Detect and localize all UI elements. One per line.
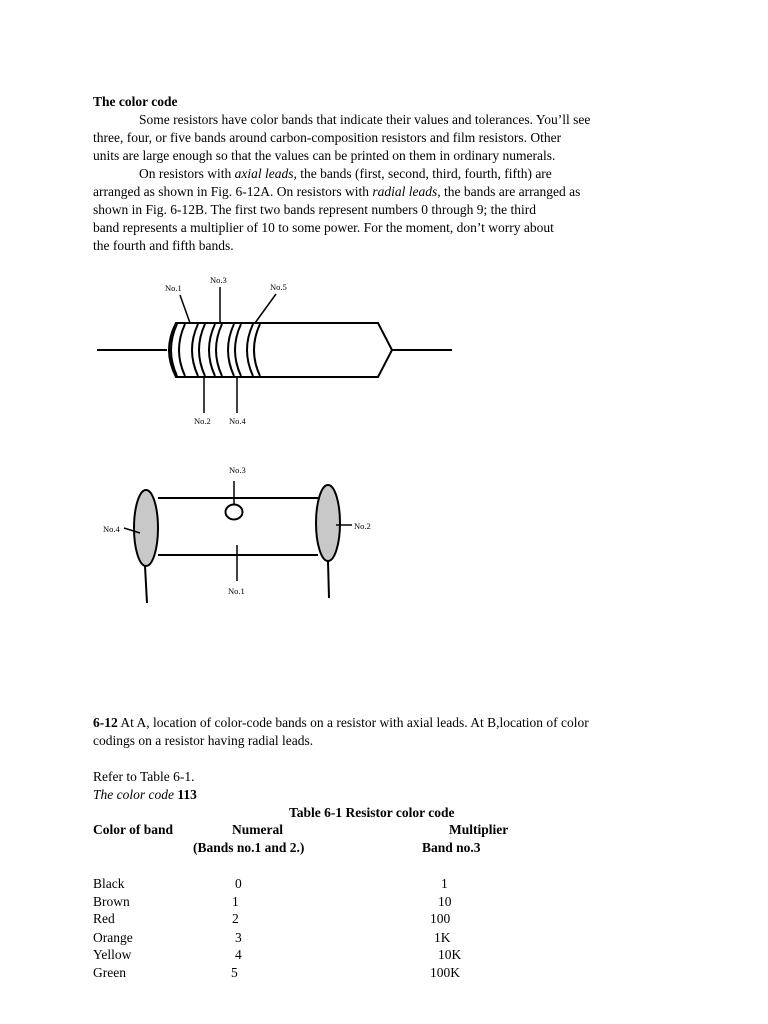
table-cell-numeral: 0 [235,876,242,891]
paragraph-line: shown in Fig. 6-12B. The first two bands represent numbers 0 through 9; the third [93,202,536,217]
table-subheader-multiplier: Band no.3 [422,840,481,855]
band-4 [228,324,241,376]
figure-caption [93,714,589,732]
band-5 [247,324,260,376]
text-run: arranged as shown in Fig. 6-12A. On resistors with [93,184,373,199]
text-run: the bands are arranged as [440,184,581,199]
table-cell-multiplier: 100 [430,911,451,926]
leader-line [255,294,276,323]
text-run: the bands (first, second, third, fourth, fifth) are [296,166,552,181]
paragraph-line: three, four, or five bands around carbon-composition resistors and film resistors. Other [93,130,562,145]
table-cell-multiplier: 100K [430,965,460,980]
label-no1: No.1 [165,283,182,293]
radial-lead-left [145,566,147,603]
table-cell-numeral: 3 [235,930,242,945]
section-heading: The color code [93,94,178,109]
label-no4: No.4 [103,524,120,534]
figure-caption-cont: codings on a resistor having radial leads. [93,733,314,748]
label-no3: No.3 [210,275,227,285]
band-1 [171,324,185,376]
table-cell-numeral: 2 [232,911,239,926]
table-cell-color: Brown [93,894,130,909]
band-2 [192,324,205,376]
table-cell-multiplier: 1 [441,876,448,891]
paragraph-line: the fourth and fifth bands. [93,238,234,253]
table-cell-color: Green [93,965,126,980]
paragraph-line: band represents a multiplier of 10 to some power. For the moment, don’t worry about [93,220,554,235]
table-header-color: Color of band [93,822,174,837]
label-no3: No.3 [229,465,246,475]
table-subheader-numeral: (Bands no.1 and 2.) [193,840,305,855]
label-no4: No.4 [229,416,246,426]
refer-text: Refer to Table 6-1. [93,769,195,784]
paragraph-line: units are large enough so that the values can be printed on them in ordinary numerals. [93,148,556,163]
label-no5: No.5 [270,282,287,292]
label-no1: No.1 [228,586,245,596]
table-cell-numeral: 1 [232,894,239,909]
end-band-left [134,490,158,566]
table-cell-numeral: 5 [231,965,238,980]
leader-line [180,295,190,323]
table-cell-multiplier: 10K [438,947,462,962]
table-cell-color: Orange [93,930,133,945]
table-title: Table 6-1 Resistor color code [289,805,455,820]
radial-lead-right [328,561,329,598]
text-run: On resistors with [139,166,235,181]
running-title: The color code [93,787,174,802]
band-3-dot [226,505,243,520]
table-cell-multiplier: 10 [438,894,452,909]
emphasis: axial leads, [234,166,297,181]
running-footer [93,786,197,804]
page-number: 113 [177,787,197,802]
table-cell-numeral: 4 [235,947,242,962]
paragraph-line: Some resistors have color bands that indicate their values and tolerances. You’ll see [139,112,591,127]
label-no2: No.2 [354,521,371,531]
caption-number: 6-12 [93,715,118,730]
label-no2: No.2 [194,416,211,426]
end-band-right [316,485,340,561]
emphasis: radial leads, [372,184,441,199]
band-3 [209,324,222,376]
table-header-multiplier: Multiplier [449,822,509,837]
table-cell-color: Black [93,876,125,891]
caption-text: At A, location of color-code bands on a resistor with axial leads. At B,location of color [117,715,589,730]
table-header-numeral: Numeral [232,822,283,837]
table-cell-multiplier: 1K [434,930,451,945]
table-cell-color: Yellow [93,947,132,962]
table-cell-color: Red [93,911,115,926]
